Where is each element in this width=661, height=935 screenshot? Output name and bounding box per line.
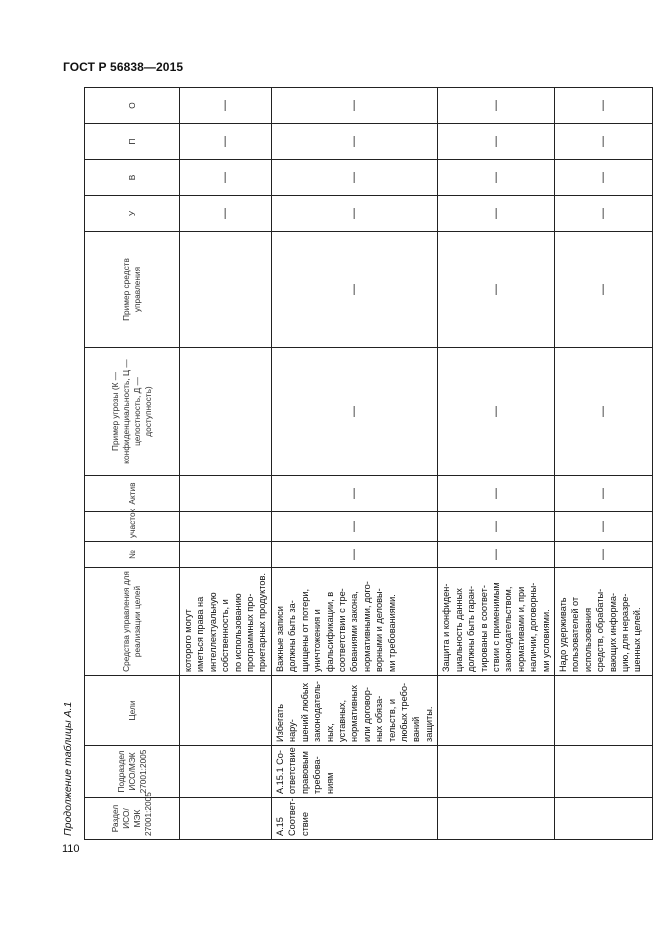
cell-threat: — — [554, 348, 652, 476]
table-header-row — [85, 88, 180, 840]
cell-p: — — [438, 124, 555, 160]
cell-example: — — [554, 232, 652, 348]
cell-number — [180, 542, 272, 568]
cell-subsection — [438, 746, 555, 798]
col-header-subsection: Подраздел ИСО/МЭК 27001:2005 — [85, 746, 180, 798]
cell-section — [180, 798, 272, 840]
cell-number: — — [554, 542, 652, 568]
cell-subsection — [554, 746, 652, 798]
cell-controls: Надо удерживать пользователей от использования средств, обрабаты- вающих информа- цию, для неразре- шенных целей. — [554, 568, 652, 676]
cell-number: — — [438, 542, 555, 568]
col-header-example: Пример средств управления — [85, 232, 180, 348]
cell-o: — — [438, 88, 555, 124]
col-header-part: участок — [85, 512, 180, 542]
threat-control-table — [84, 87, 653, 840]
cell-o: — — [554, 88, 652, 124]
cell-v: — — [180, 160, 272, 196]
col-header-threat: Пример угрозы (К — конфиденциальность, Ц — целостность, Д — доступность) — [85, 348, 180, 476]
cell-u: — — [180, 196, 272, 232]
page-number: 110 — [62, 843, 80, 855]
cell-u: — — [438, 196, 555, 232]
continuation-caption: Продолжение таблицы А.1 — [62, 701, 74, 836]
cell-o: — — [180, 88, 272, 124]
cell-v: — — [438, 160, 555, 196]
cell-part: — — [272, 512, 438, 542]
cell-asset: — — [554, 476, 652, 512]
cell-example: — — [272, 232, 438, 348]
cell-section — [554, 798, 652, 840]
cell-part — [180, 512, 272, 542]
cell-p: — — [272, 124, 438, 160]
table-row — [438, 88, 555, 840]
document-header: ГОСТ Р 56838—2015 — [63, 60, 184, 74]
col-header-section: Раздел ИСО/МЭК 27001:2005 — [85, 798, 180, 840]
cell-asset: — — [438, 476, 555, 512]
cell-controls: Защита и конфиден- циальность данных должны быть гаран- тированы в соответ- ствии с применимым законодательством, нормативами и, при наличии, договорны- ми условиями. — [438, 568, 555, 676]
col-header-goals: Цели — [85, 676, 180, 746]
cell-goals — [438, 676, 555, 746]
cell-goals: Избегать нару- шений любых законодатель- ных, уставных, нормативных или договор- ных обяза- тельств, и любых требо- ваний защиты. — [272, 676, 438, 746]
cell-asset — [180, 476, 272, 512]
col-header-o: О — [85, 88, 180, 124]
cell-part: — — [438, 512, 555, 542]
cell-threat: — — [272, 348, 438, 476]
cell-example: — — [438, 232, 555, 348]
cell-p: — — [180, 124, 272, 160]
cell-number: — — [272, 542, 438, 568]
col-header-number: № — [85, 542, 180, 568]
cell-asset: — — [272, 476, 438, 512]
cell-threat — [180, 348, 272, 476]
cell-threat: — — [438, 348, 555, 476]
cell-controls: которого могут иметься права на интеллектуальную собственность, и по использованию программных про- приетарных продуктов. — [180, 568, 272, 676]
rotated-table-area — [60, 88, 643, 840]
cell-section — [438, 798, 555, 840]
cell-u: — — [272, 196, 438, 232]
cell-o: — — [272, 88, 438, 124]
cell-u: — — [554, 196, 652, 232]
col-header-p: П — [85, 124, 180, 160]
cell-controls: Важные записи должны быть за- щищены от потери, уничтожения и фальсификации, в соответствии с тре- бованиями закона, нормативными, дого- ворными и деловы- ми требованиями. — [272, 568, 438, 676]
col-header-u: У — [85, 196, 180, 232]
cell-part: — — [554, 512, 652, 542]
table-row — [554, 88, 652, 840]
cell-subsection: А.15.1 Со- ответствие правовым требова- ниям — [272, 746, 438, 798]
col-header-v: В — [85, 160, 180, 196]
cell-goals — [180, 676, 272, 746]
col-header-controls: Средства управления для реализации целей — [85, 568, 180, 676]
cell-v: — — [554, 160, 652, 196]
cell-section: А.15 Соответ- ствие — [272, 798, 438, 840]
cell-v: — — [272, 160, 438, 196]
table-row — [180, 88, 272, 840]
cell-goals — [554, 676, 652, 746]
col-header-asset: Актив — [85, 476, 180, 512]
cell-p: — — [554, 124, 652, 160]
table-row — [272, 88, 438, 840]
cell-subsection — [180, 746, 272, 798]
cell-example — [180, 232, 272, 348]
